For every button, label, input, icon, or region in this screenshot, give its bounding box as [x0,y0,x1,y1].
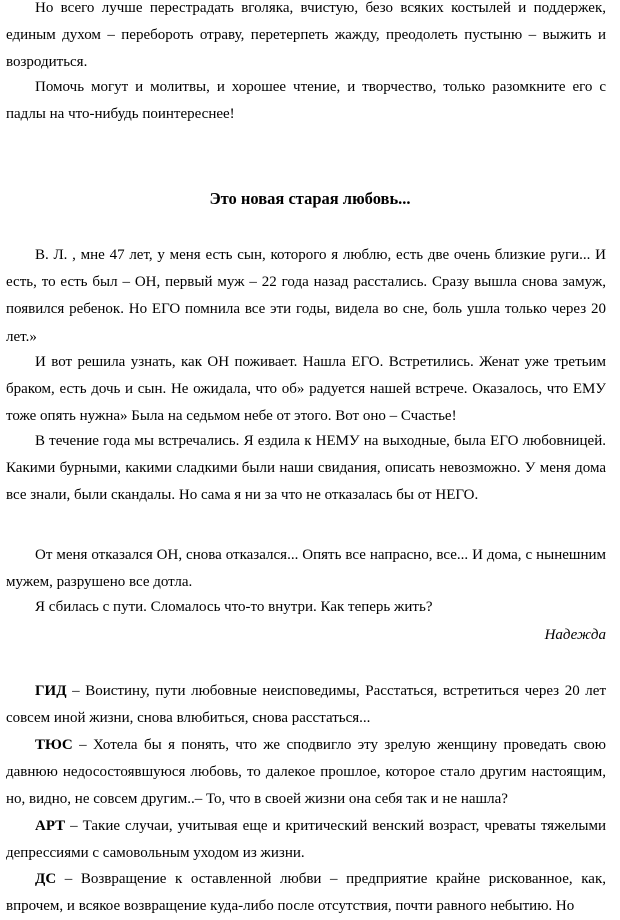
speaker-name: ДС [35,871,57,887]
letter-paragraph-3: В течение года мы встречались. Я ездила к НЕМУ на выходные, была ЕГО любовницей. Какими бурными, какими сладкими были наши свидания, описать невозможно. У меня дома все знали, были скандалы. Но сама я ни за что не отказалась бы от НЕГО. [6,433,606,504]
response-text: – Воистину, пути любовные неисповедимы, Расстаться, встретиться через 20 лет совсем иной жизни, снова влюбиться, снова расстаться... [6,683,606,727]
response-art [6,813,606,867]
letter-signature: Надежда [544,627,606,643]
letter-paragraph-1: В. Л. , мне 47 лет, у меня есть сын, которого я люблю, есть две очень близкие руги... И есть, то есть был – ОН, первый муж – 22 года назад расстались. Сразу вышла снова замуж, появился ребенок. Но ЕГО помнила все эти годы, видела во сне, боль ушла только через 20 лет.» [6,247,606,345]
intro-paragraph-1: Но всего лучше перестрадать вголяка, вчистую, безо всяких костылей и поддержек, единым духом – перебороть отраву, перетерпеть жажду, преодолеть пустыню – выжить и возродиться. [6,0,606,71]
intro-paragraph-2: Помочь могут и молитвы, и хорошее чтение, и творчество, только разомкните его с падлы на что-нибудь поинтереснее! [6,79,606,123]
response-text: – Хотела бы я понять, что же сподвигло эту зрелую женщину проведать свою давнюю недосостоявшуюся любовь, то далекое прошлое, которое стало другим настоящим, но, видно, не совсем другим..– То, что в своей жизни она себя так и не нашла? [6,737,606,808]
article-title: Это новая старая любовь... [209,189,411,208]
speaker-name: ТЮС [35,737,73,753]
letter-paragraph-2: И вот решила узнать, как ОН поживает. Нашла ЕГО. Встретились. Женат уже третьим браком, есть дочь и сын. Не ожидала, что об» радуется нашей встрече. Оказалось, что ЕМУ тоже опять нужна» Была на седьмом небе от этого. Вот оно – Счастье! [6,354,606,425]
response-gid [6,678,606,732]
response-text: – Возвращение к оставленной любви – предприятие крайне рискованное, как, впрочем, и всякое возвращение куда-либо после отсутствия, почти равного небытию. Но [6,871,606,915]
response-tyus [6,732,606,814]
response-ds [6,866,606,920]
response-text: – Такие случаи, учитывая еще и критический венский возраст, чреваты тяжелыми депрессиями с самовольным уходом из жизни. [6,818,606,862]
letter-paragraph-4: От меня отказался ОН, снова отказался... Опять все напрасно, все... И дома, с нынешним мужем, разрушено все дотла. [6,547,606,591]
speaker-name: АРТ [35,818,66,834]
speaker-name: ГИД [35,683,67,699]
letter-paragraph-5: Я сбилась с пути. Сломалось что-то внутри. Как теперь жить? [35,599,433,615]
